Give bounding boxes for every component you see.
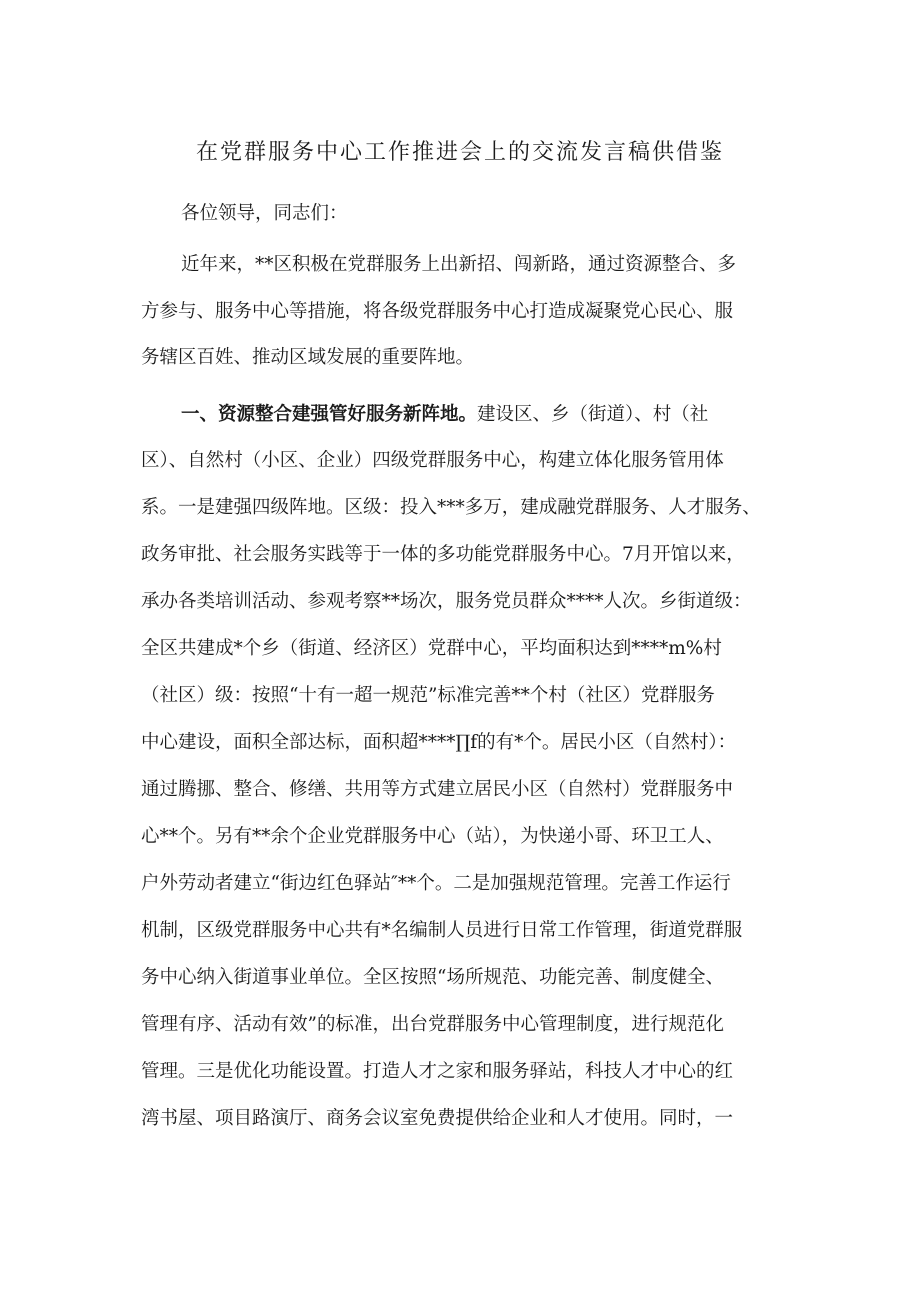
section-1-line: 通过腾挪、整合、修缮、共用等方式建立居民小区（自然村）党群服务中 (141, 779, 734, 800)
section-1-line: 区）、自然村（小区、企业）四级党群服务中心，构建立体化服务管用体 (141, 450, 724, 471)
section-1-line: 心**个。另有**余个企业党群服务中心（站），为快递小哥、环卫工人、 (141, 826, 724, 847)
section-1-line: 系。一是建强四级阵地。区级：投入***多万，建成融党群服务、人才服务、 (141, 497, 761, 518)
section-1-heading: 一、资源整合建强管好服务新阵地。 (181, 404, 478, 425)
section-1-line: （社区）级：按照“十有一超一规范”标准完善**个村（社区）党群服务 (141, 685, 715, 706)
salutation: 各位领导，同志们： (181, 203, 348, 224)
intro-line: 务辖区百姓、推动区域发展的重要阵地。 (141, 347, 475, 368)
section-1-line: 政务审批、社会服务实践等于一体的多功能党群服务中心。7月开馆以来， (141, 544, 745, 565)
section-1-line: 全区共建成*个乡（街道、经济区）党群中心，平均面积达到****m%村 (141, 638, 722, 659)
intro-line: 方参与、服务中心等措施，将各级党群服务中心打造成凝聚党心民心、服 (141, 301, 734, 322)
section-1-first-line (181, 400, 708, 430)
section-1-line: 务中心纳入街道事业单位。全区按照“场所规范、功能完善、制度健全、 (141, 967, 724, 988)
section-1-line: 机制，区级党群服务中心共有*名编制人员进行日常工作管理，街道党群服 (141, 920, 743, 941)
section-1-line: 管理有序、活动有效”的标准，出台党群服务中心管理制度，进行规范化 (141, 1014, 724, 1035)
section-1-line: 湾书屋、项目路演厅、商务会议室免费提供给企业和人才使用。同时，一 (141, 1108, 734, 1129)
section-1-line: 户外劳动者建立“街边红色驿站″**个。二是加强规范管理。完善工作运行 (141, 873, 731, 894)
intro-line: 近年来，**区积极在党群服务上出新招、闯新路，通过资源整合、多 (181, 254, 737, 275)
section-1-text: 建设区、乡（街道）、村（社 (477, 404, 709, 425)
section-1-line: 中心建设，面积全部达标，面积超****∏f的有*个。居民小区（自然村）： (141, 732, 737, 753)
section-1-line: 管理。三是优化功能设置。打造人才之家和服务驿站，科技人才中心的红 (141, 1061, 734, 1082)
document-title: 在党群服务中心工作推进会上的交流发言稿供借鉴 (195, 140, 724, 165)
section-1-line: 承办各类培训活动、参观考察**场次，服务党员群众****人次。乡街道级： (141, 591, 752, 612)
